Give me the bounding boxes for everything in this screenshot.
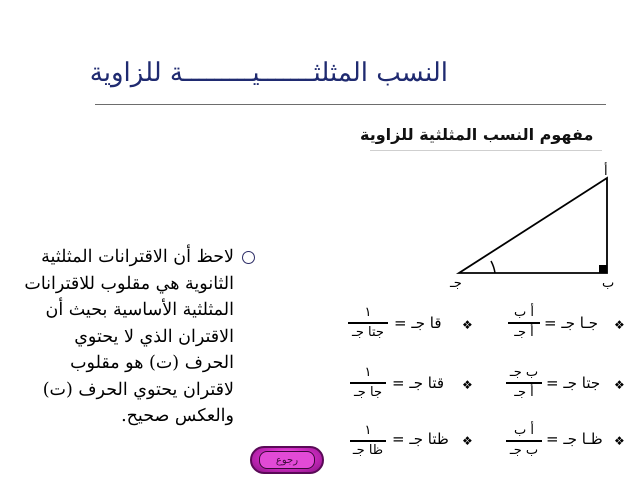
formula-label: جـا جـ = bbox=[544, 314, 599, 332]
back-button[interactable] bbox=[250, 446, 324, 474]
fraction-numerator: أ ب bbox=[514, 423, 534, 438]
formula-label: قتا جـ = bbox=[392, 374, 445, 392]
fraction-numerator: ب جـ bbox=[509, 365, 539, 380]
angle-arc bbox=[491, 261, 495, 273]
diamond-bullet-icon: ❖ bbox=[614, 318, 625, 332]
fraction bbox=[350, 365, 386, 401]
fraction-denominator: جا جـ bbox=[354, 384, 382, 400]
fraction-denominator: ظا جـ bbox=[352, 442, 384, 458]
body-text bbox=[12, 244, 234, 430]
fraction-bar bbox=[506, 382, 542, 384]
fraction-bar bbox=[506, 440, 542, 442]
fraction-denominator: ب جـ bbox=[509, 442, 539, 458]
fraction bbox=[506, 423, 542, 459]
figure-heading: مفهوم النسب المثلثية للزاوية bbox=[360, 125, 594, 144]
title-divider bbox=[95, 104, 606, 105]
diamond-bullet-icon: ❖ bbox=[614, 434, 625, 448]
fraction bbox=[508, 305, 540, 341]
right-triangle-diagram bbox=[455, 170, 615, 280]
fraction-denominator: أ جـ bbox=[514, 384, 534, 400]
formula-label: ظتا جـ = bbox=[392, 430, 449, 448]
figure-heading-rule bbox=[370, 150, 602, 151]
fraction-bar bbox=[508, 322, 540, 324]
back-button-label: رجوع bbox=[259, 451, 315, 469]
vertex-label-right: ب bbox=[602, 276, 615, 291]
body-line: والعكس صحيح. bbox=[121, 406, 234, 426]
fraction-bar bbox=[350, 382, 386, 384]
fraction-numerator: ١ bbox=[364, 423, 372, 438]
fraction bbox=[506, 365, 542, 401]
fraction bbox=[348, 305, 388, 341]
fraction-denominator: جتا جـ bbox=[352, 324, 384, 340]
body-line: الحرف (ت) هو مقلوب bbox=[70, 353, 234, 373]
diamond-bullet-icon: ❖ bbox=[462, 378, 473, 392]
body-line: الاقتران الذي لا يحتوي bbox=[74, 326, 234, 347]
fraction-numerator: ١ bbox=[364, 365, 372, 380]
fraction-numerator: أ ب bbox=[514, 305, 534, 320]
fraction-bar bbox=[348, 322, 388, 324]
right-angle-marker bbox=[599, 265, 607, 273]
body-line: الثانوية هي مقلوب للاقترانات bbox=[24, 273, 234, 294]
body-line: لاقتران يحتوي الحرف (ت) bbox=[42, 379, 234, 400]
fraction-denominator: أ جـ bbox=[514, 324, 534, 340]
body-line: لاحظ أن الاقترانات المثلثية bbox=[41, 247, 234, 267]
fraction-bar bbox=[350, 440, 386, 442]
diamond-bullet-icon: ❖ bbox=[462, 318, 473, 332]
formula-label: ظـا جـ = bbox=[546, 430, 603, 448]
slide-title: النسب المثلثـــــــيـــــــــة للزاوية bbox=[89, 58, 448, 88]
diamond-bullet-icon: ❖ bbox=[614, 378, 625, 392]
diamond-bullet-icon: ❖ bbox=[462, 434, 473, 448]
fraction bbox=[350, 423, 386, 459]
formula-label: قا جـ = bbox=[394, 314, 442, 332]
formula-label: جتا جـ = bbox=[546, 374, 601, 392]
bullet-icon bbox=[242, 251, 255, 264]
vertex-label-left: جـ bbox=[450, 276, 462, 291]
vertex-label-top: أ bbox=[604, 164, 608, 179]
triangle-shape bbox=[459, 178, 607, 273]
fraction-numerator: ١ bbox=[364, 305, 372, 320]
body-line: المثلثية الأساسية بحيث أن bbox=[45, 300, 234, 320]
